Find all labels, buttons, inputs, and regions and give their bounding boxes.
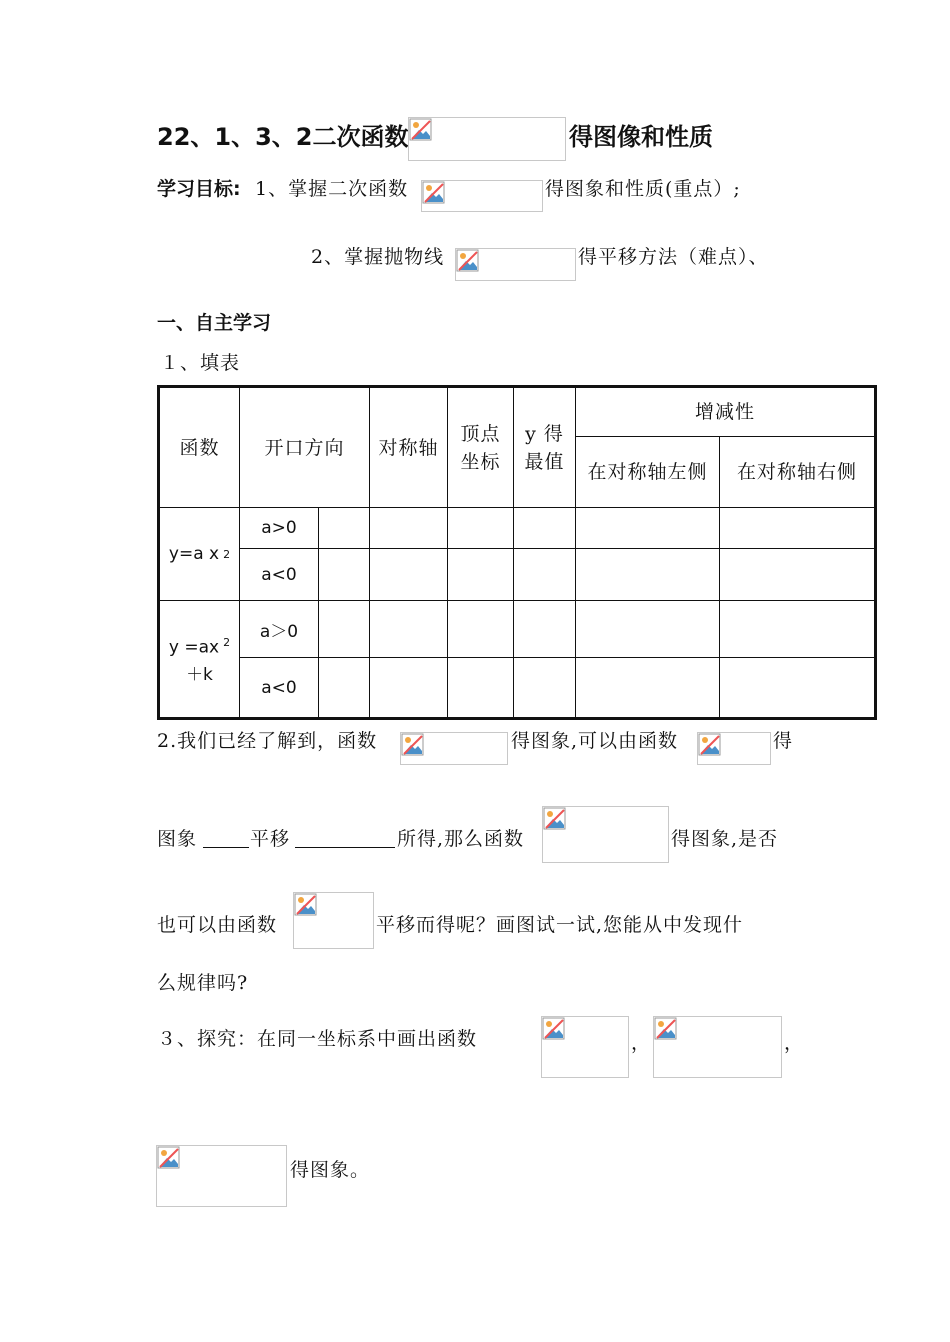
- header-right-side: 在对称轴右侧: [736, 461, 857, 483]
- properties-table: [157, 385, 877, 720]
- function-2-exponent: 2: [223, 635, 231, 649]
- header-extreme-line2: 最值: [524, 450, 565, 473]
- para2-line1-b: 得图象,可以由函数: [511, 730, 679, 752]
- function-1-exponent: 2: [223, 547, 231, 561]
- goal2-prefix: 2、掌握抛物线: [311, 246, 445, 268]
- formula-image: [156, 1145, 287, 1207]
- para3-line1-a: ３、探究：在同一坐标系中画出函数: [157, 1028, 478, 1050]
- goals-label: 学习目标:: [157, 178, 241, 200]
- page-title-prefix: 22、1、3、2二次函数: [157, 123, 409, 151]
- condition-a-negative: a<0: [261, 564, 297, 585]
- formula-image: [408, 117, 566, 161]
- para2-line2-b: 平移: [250, 828, 291, 850]
- header-vertex-line1: 顶点: [460, 422, 501, 445]
- para3-line2: 得图象。: [290, 1159, 371, 1181]
- goal1-prefix: 1、掌握二次函数: [255, 178, 409, 200]
- formula-image: [455, 248, 576, 281]
- header-function: 函数: [179, 436, 220, 459]
- para2-line1-c: 得: [773, 730, 794, 752]
- answer-blank-units[interactable]: [295, 829, 395, 848]
- answer-blank-direction[interactable]: [203, 829, 249, 848]
- para2-line3-a: 也可以由函数: [157, 914, 278, 936]
- formula-image: [421, 180, 543, 212]
- function-2-line2: ＋k: [186, 665, 213, 686]
- broken-image-icon: [543, 807, 567, 831]
- item-fill-table: １、填表: [160, 352, 241, 374]
- formula-image: [653, 1016, 782, 1078]
- function-2-text: y =ax: [168, 637, 220, 658]
- para2-line2-c: 所得,那么函数: [397, 828, 525, 850]
- para2-line4: 么规律吗?: [157, 972, 249, 994]
- header-extreme-line1: y 得: [525, 422, 564, 445]
- condition-a-negative: a<0: [261, 677, 297, 698]
- condition-a-positive: a＞0: [259, 621, 299, 642]
- para3-comma-1: ，: [631, 1032, 652, 1054]
- header-left-side: 在对称轴左侧: [587, 461, 708, 483]
- para2-line2-d: 得图象,是否: [671, 828, 779, 850]
- formula-image: [697, 732, 771, 765]
- formula-image: [542, 806, 669, 863]
- broken-image-icon: [422, 181, 446, 205]
- condition-a-positive: a>0: [261, 518, 297, 538]
- header-vertex: [448, 388, 513, 507]
- header-opening-direction: 开口方向: [264, 436, 345, 459]
- broken-image-icon: [409, 118, 433, 142]
- function-1-text: y=a x: [168, 544, 220, 564]
- para3-comma-2: ，: [784, 1032, 805, 1054]
- page-title-suffix: 得图像和性质: [569, 123, 713, 151]
- goal2-suffix: 得平移方法（难点）、: [578, 246, 769, 268]
- header-monotonicity: 增减性: [694, 401, 755, 423]
- section-heading: 一、自主学习: [157, 312, 272, 334]
- row-function-2: [160, 601, 239, 717]
- broken-image-icon: [654, 1017, 678, 1041]
- broken-image-icon: [698, 733, 722, 757]
- goal1-suffix: 得图象和性质(重点）;: [545, 178, 741, 200]
- formula-image: [293, 892, 374, 949]
- header-axis: 对称轴: [378, 436, 439, 459]
- broken-image-icon: [401, 733, 425, 757]
- para2-line2-a: 图象: [157, 828, 198, 850]
- header-extreme: [514, 388, 575, 507]
- row-function-1: [160, 508, 239, 600]
- para2-line3-b: 平移而得呢？画图试一试,您能从中发现什: [376, 914, 744, 936]
- broken-image-icon: [542, 1017, 566, 1041]
- header-vertex-line2: 坐标: [460, 450, 501, 473]
- para2-line1-a: 2.我们已经了解到，函数: [157, 730, 378, 752]
- formula-image: [400, 732, 508, 765]
- broken-image-icon: [157, 1146, 181, 1170]
- formula-image: [541, 1016, 629, 1078]
- broken-image-icon: [294, 893, 318, 917]
- broken-image-icon: [456, 249, 480, 273]
